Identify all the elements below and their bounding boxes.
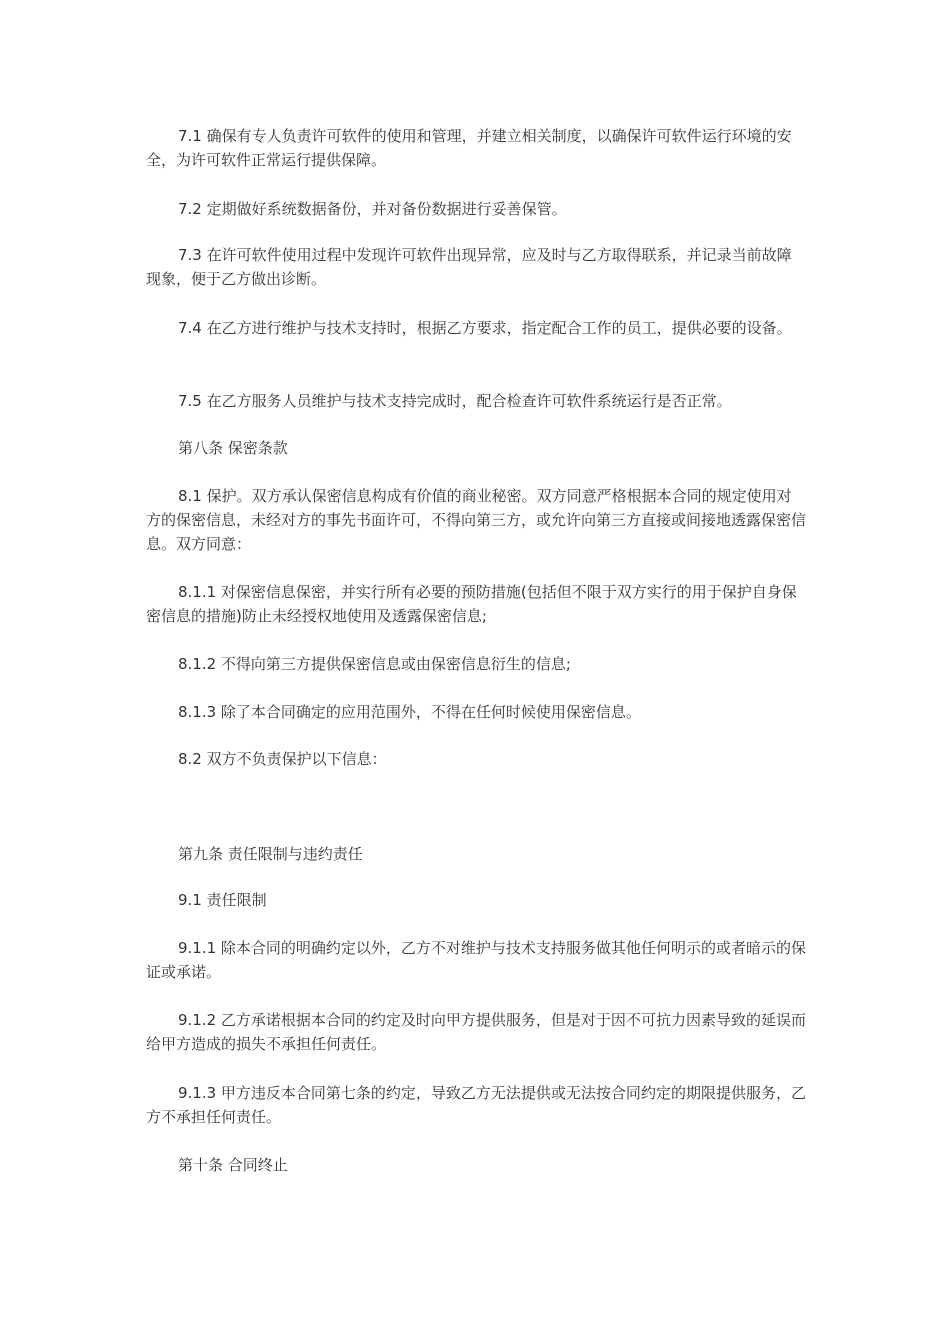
clause-7-3: 7.3 在许可软件使用过程中发现许可软件出现异常，应及时与乙方取得联系，并记录当前故障现象，便于乙方做出诊断。: [146, 246, 792, 288]
clause-8-1-3: 8.1.3 除了本合同确定的应用范围外，不得在任何时候使用保密信息。: [178, 703, 641, 721]
clause-8-2: 8.2 双方不负责保护以下信息：: [178, 750, 387, 768]
clause-8-1-1: 8.1.1 对保密信息保密，并实行所有必要的预防措施(包括但不限于双方实行的用于保护自身保密信息的措施)防止未经授权地使用及透露保密信息;: [146, 583, 797, 625]
clause-9-1-1: 9.1.1 除本合同的明确约定以外，乙方不对维护与技术支持服务做其他任何明示的或者暗示的保证或承诺。: [146, 939, 806, 981]
section-heading-9: 第九条 责任限制与违约责任: [178, 845, 363, 863]
clause-8-1: 8.1 保护。双方承认保密信息构成有价值的商业秘密。双方同意严格根据本合同的规定使用对方的保密信息，未经对方的事先书面许可，不得向第三方，或允许向第三方直接或间接地透露保密信息。双方同意：: [146, 487, 807, 553]
clause-7-4: 7.4 在乙方进行维护与技术支持时，根据乙方要求，指定配合工作的员工，提供必要的设备。: [178, 319, 792, 337]
clause-7-5: 7.5 在乙方服务人员维护与技术支持完成时，配合检查许可软件系统运行是否正常。: [178, 392, 732, 410]
clause-7-1: 7.1 确保有专人负责许可软件的使用和管理，并建立相关制度，以确保许可软件运行环境的安全，为许可软件正常运行提供保障。: [146, 127, 792, 169]
clause-9-1: 9.1 责任限制: [178, 891, 267, 909]
section-heading-10: 第十条 合同终止: [178, 1156, 288, 1174]
clause-7-2: 7.2 定期做好系统数据备份，并对备份数据进行妥善保管。: [178, 200, 567, 218]
section-heading-8: 第八条 保密条款: [178, 439, 288, 457]
clause-8-1-2: 8.1.2 不得向第三方提供保密信息或由保密信息衍生的信息;: [178, 655, 571, 673]
clause-9-1-2: 9.1.2 乙方承诺根据本合同的约定及时向甲方提供服务，但是对于因不可抗力因素导致的延误而给甲方造成的损失不承担任何责任。: [146, 1011, 806, 1053]
clause-9-1-3: 9.1.3 甲方违反本合同第七条的约定，导致乙方无法提供或无法按合同约定的期限提供服务，乙方不承担任何责任。: [146, 1084, 806, 1126]
